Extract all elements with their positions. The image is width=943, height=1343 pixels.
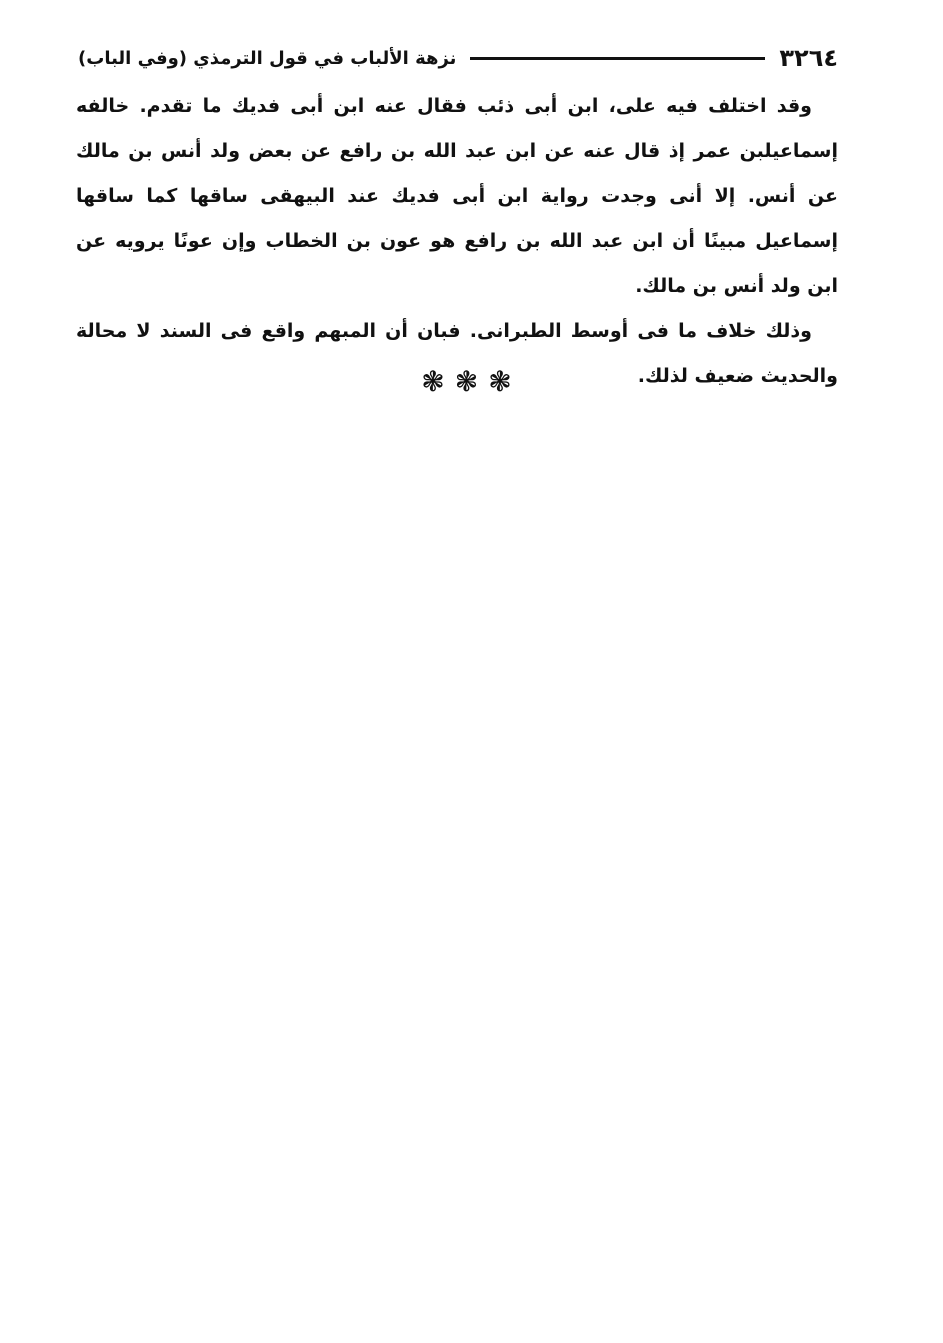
page-number: ٣٢٦٤ <box>779 44 838 72</box>
paragraph-1: وقد اختلف فيه على، ابن أبى ذئب فقال عنه ابن أبى فديك ما تقدم. خالفه إسماعيلبن عمر إذ قال عنه عن ابن عبد الله بن رافع عن بعض ولد أنس بن مالك عن أنس. إلا أنى وجدت رواية ابن أبى فديك عند البيهقى ساقها كما ساقها إسماعيل مبينًا أن ابن عبد الله بن رافع هو عون بن الخطاب وإن عونًا يرويه عن ابن ولد أنس بن مالك. <box>76 95 838 297</box>
three-flower-ornament-icon: ❃❃❃ <box>421 365 522 398</box>
page-header <box>78 38 838 78</box>
paragraph-2: وذلك خلاف ما فى أوسط الطبرانى. فبان أن المبهم واقع فى السند لا محالة والحديث ضعيف لذلك. <box>76 320 838 387</box>
header-rule <box>470 57 765 60</box>
running-title: نزهة الألباب في قول الترمذي (وفي الباب) <box>78 47 457 69</box>
body-text <box>76 84 838 399</box>
